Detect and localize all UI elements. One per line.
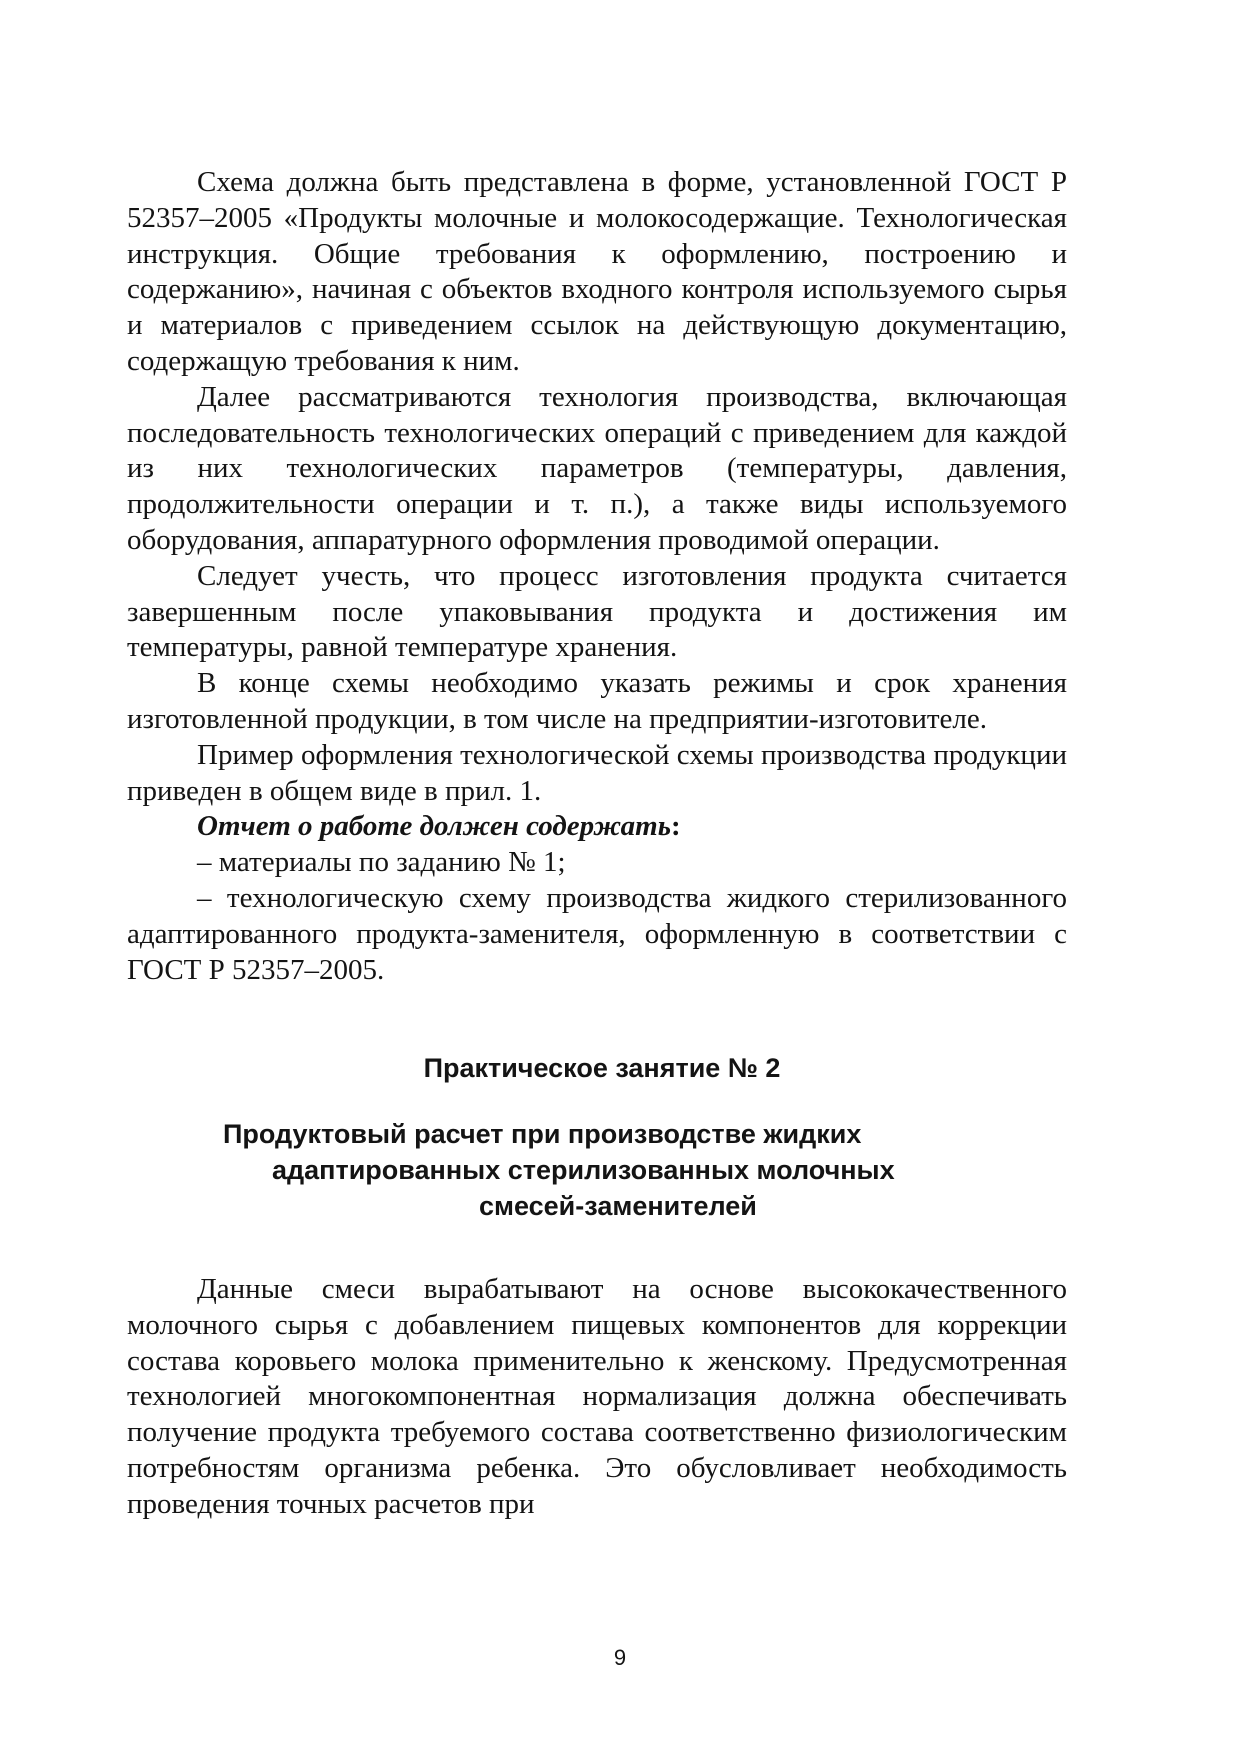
report-item-materials: – материалы по заданию № 1; xyxy=(197,846,566,879)
section-title xyxy=(127,1116,1067,1224)
section-number-heading: Практическое занятие № 2 xyxy=(423,1053,781,1083)
paragraph-mixtures: Данные смеси вырабатывают на основе высококачественного молочного сырья с добавлением пищевых компонентов для коррекции состава коровьего молока применительно к женскому. Предусмотренная технологией многокомпонентная нормализация должна обеспечивать получение продукта требуемого состава соответственно физиологическим потребностям организма ребенка. Это обусловливает необходимость проведения точных расчетов при xyxy=(127,1273,1067,1520)
report-item-scheme: – технологическую схему производства жидкого стерилизованного адаптированного продукта-заменителя, оформленную в соответствии с ГОСТ Р 52357–2005. xyxy=(127,881,1067,986)
paragraph-example: Пример оформления технологической схемы производства продукции приведен в общем виде в прил. 1. xyxy=(127,738,1067,807)
paragraph-storage: В конце схемы необходимо указать режимы и срок хранения изготовленной продукции, в том числе на предприятии-изготовителе. xyxy=(127,667,1067,735)
section-title-line: смесей-заменителей xyxy=(479,1191,757,1221)
section-title-line: адаптированных стерилизованных молочных xyxy=(272,1155,895,1185)
paragraph-technology: Далее рассматриваются технология производства, включающая последовательность технологических операций с приведением для каждой из них технологических параметров (температуры, давления, продолжительности операции и т. п.), а также виды используемого оборудования, аппаратурного оформления проводимой операции. xyxy=(127,380,1067,556)
report-colon: : xyxy=(671,810,681,843)
report-heading xyxy=(127,809,1067,845)
page-number: 9 xyxy=(613,1645,627,1670)
paragraph-scheme-form: Схема должна быть представлена в форме, установленной ГОСТ Р 52357–2005 «Продукты молочные и молокосодержащие. Технологическая инструкция. Общие требования к оформлению, построению и содержанию», начиная с объектов входного контроля используемого сырья и материалов с приведением ссылок на действующую документацию, содержащую требования к ним. xyxy=(127,166,1067,377)
paragraph-completion: Следует учесть, что процесс изготовления продукта считается завершенным после упаковывания продукта и достижения им температуры, равной температуре хранения. xyxy=(127,559,1067,664)
report-title: Отчет о работе должен содержать xyxy=(197,810,671,843)
section-title-line: Продуктовый расчет при производстве жидких xyxy=(223,1119,862,1149)
section-body xyxy=(127,1272,1067,1523)
intro-text-block xyxy=(127,165,1067,988)
